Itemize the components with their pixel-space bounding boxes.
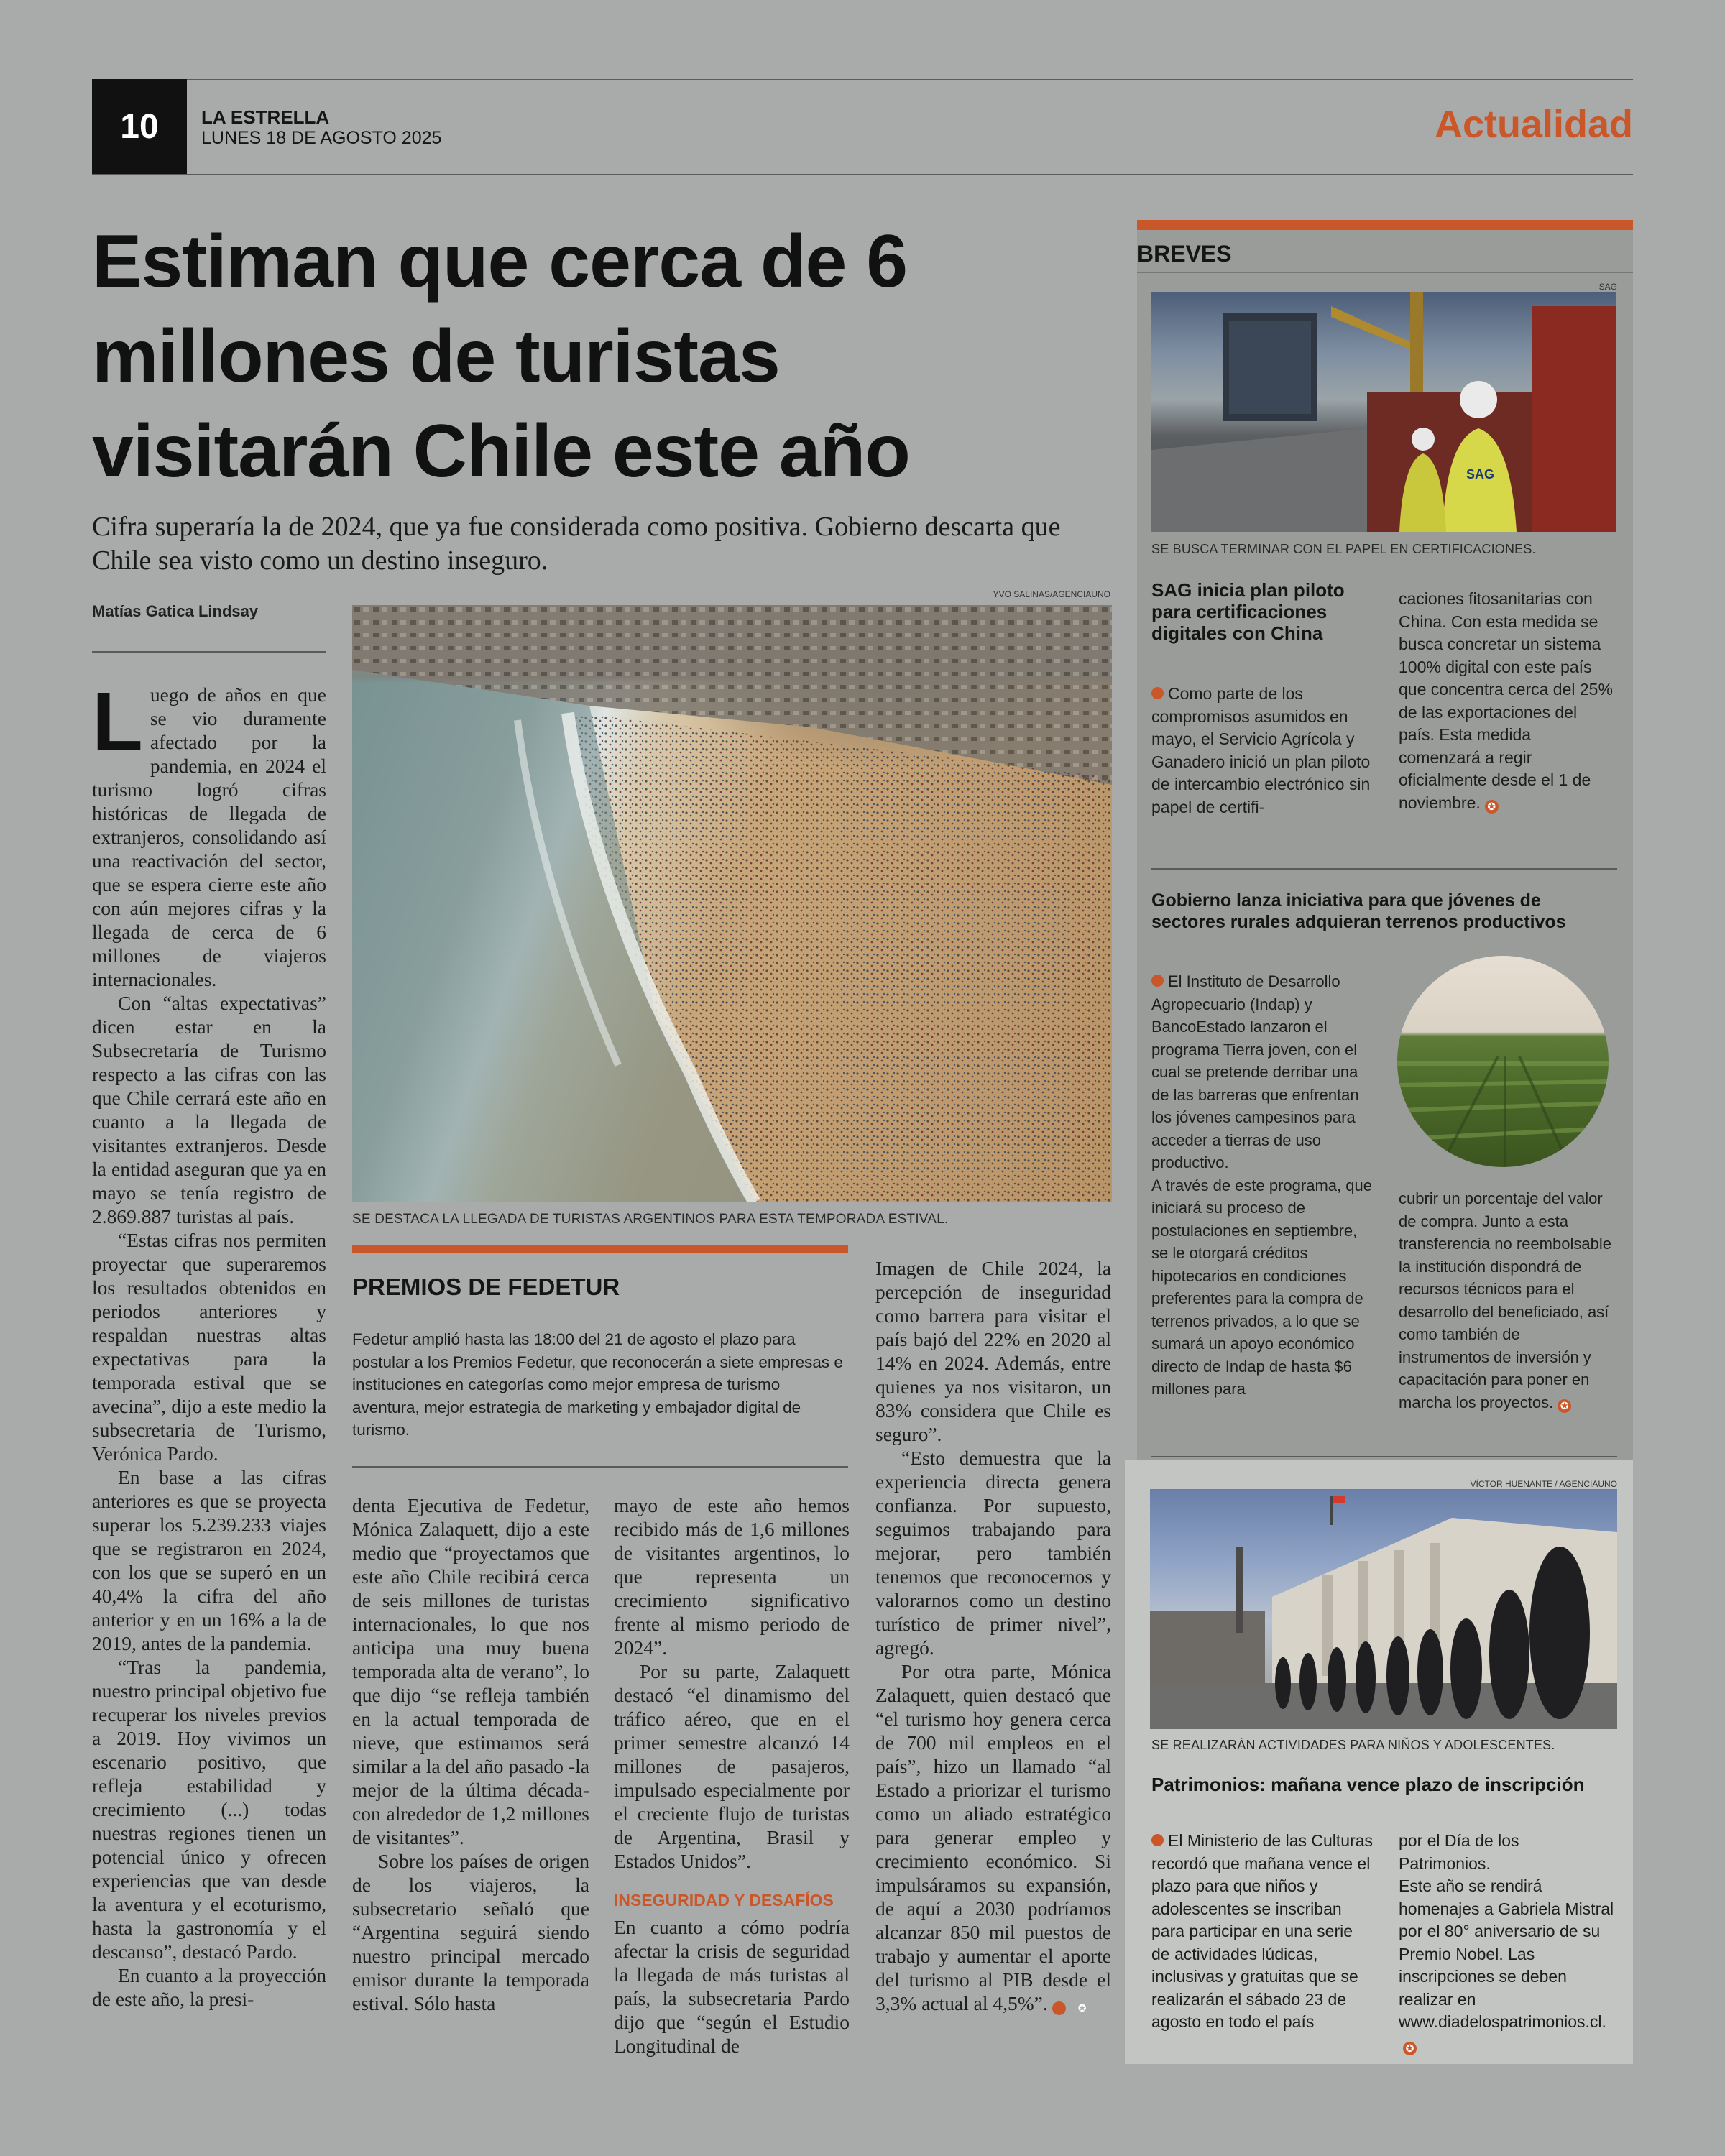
article-column-3	[614, 1493, 850, 2058]
patrimonios-brief-left: El Ministerio de las Culturas recordó que mañana vence el plazo para que niños y adolescentes se inscriban para participar en una serie de actividades lúdicas, inclusivas y gratuitas que se realizarán el sábado 23 de agosto en todo el país	[1151, 1831, 1374, 2031]
sag-port-photo	[1151, 292, 1616, 532]
article-paragraph: En cuanto a la proyección de este año, la presi-	[92, 1964, 326, 2010]
fedetur-box-text: Fedetur amplió hasta las 18:00 del 21 de agosto el plazo para postular a los Premios Fedetur, que reconocerán a siete empresas e instituciones en categorías como mejor empresa de turismo aventura, mejor estrategia de marketing y embajador digital de turismo.	[352, 1330, 843, 1439]
breves-divider-1	[1151, 868, 1617, 870]
end-mark-icon: ✪	[1403, 2042, 1417, 2055]
photo-credit: YVO SALINAS/AGENCIAUNO	[993, 589, 1110, 599]
article-paragraph: Sobre los países de origen de los viajeros, la subsecretario señaló que “Argentina seguirá siendo nuestro principal mercado emisor durante la temporada estival. Sólo hasta	[352, 1850, 589, 2014]
header-top-rule	[187, 79, 1633, 80]
crop-field-photo	[1397, 956, 1609, 1167]
byline: Matías Gatica Lindsay	[92, 602, 259, 620]
breves-divider-2	[1151, 1456, 1617, 1457]
rural-brief-left: El Instituto de Desarrollo Agropecuario (Indap) y BancoEstado lanzaron el programa Tierra joven, con el cual se pretende derribar una de las barreras que enfrentan los jóvenes campesinos para acceder a tierras de uso productivo. A través de este programa, que iniciará su proceso de postulaciones en septiembre, se le otorgará créditos hipotecarios en condiciones preferentes para la compra de terrenos privados, a lo que se sumará un apoyo económico directo de Indap de hasta $6 millones para	[1151, 972, 1372, 1398]
article-paragraph: En cuanto a cómo podría afectar la crisis de seguridad la llegada de más turistas al país, la subsecretaria Pardo dijo que “según el Estudio Longitudinal de	[614, 1916, 850, 2057]
article-paragraph: Con “altas expectativas” dicen estar en la Subsecretaría de Turismo respecto a las cifras con las que Chile cerrará este año en cuanto a la llegada de visitantes extranjeros. Desde la entidad aseguran que ya en mayo se tenía registro de 2.869.887 turistas al país.	[92, 992, 326, 1227]
byline-rule	[92, 651, 326, 653]
article-paragraph: Imagen de Chile 2024, la percepción de inseguridad como barrera para visitar el país bajó del 22% en 2020 al 14% en 2024. Además, entre quienes ya nos visitaron, un 83% considera que Chile es seguro”.	[875, 1257, 1111, 1445]
article-paragraph: En base a las cifras anteriores es que se proyecta superar los 5.239.233 viajes que se registraron en 2024, con los que se superó en un 40,4% la cifra del año anterior y en un 16% a la de 2019, antes de la pandemia.	[92, 1466, 326, 1654]
bullet-icon	[1151, 975, 1164, 987]
header-bottom-rule	[92, 174, 1633, 175]
deck: Cifra superaría la de 2024, que ya fue considerada como positiva. Gobierno descarta que Chile sea visto como un destino inseguro.	[92, 512, 1061, 576]
sag-vest-label: SAG	[1466, 467, 1495, 482]
fedetur-box-title: PREMIOS DE FEDETUR	[352, 1273, 620, 1300]
beach-photo	[352, 605, 1112, 1202]
photo-caption: SE DESTACA LA LLEGADA DE TURISTAS ARGENTINOS PARA ESTA TEMPORADA ESTIVAL.	[352, 1212, 949, 1227]
fedetur-box-rule	[352, 1466, 848, 1468]
breves-top-bar	[1137, 220, 1633, 230]
end-mark-icon: ✪	[1558, 1399, 1571, 1413]
article-paragraph: “Estas cifras nos permiten proyectar que superaremos los resultados obtenidos en periodos anteriores y respaldan nuestras altas expectativas para la temporada estival que se avecina”, dijo a este medio la subsecretaria de Turismo, Verónica Pardo.	[92, 1229, 326, 1465]
article-paragraph: Por su parte, Zalaquett destacó “el dinamismo del tráfico aéreo, que en el primer semestre alcanzó 14 millones de pasajeros, impulsado especialmente por el creciente flujo de turistas de Argentina, Brasil y Estados Unidos”.	[614, 1660, 850, 1872]
article-paragraph: denta Ejecutiva de Fedetur, Mónica Zalaquett, dijo a este medio que “proyectamos que este año Chile recibirá cerca de seis millones de turistas internacionales, lo que nos anticipa una muy buena temporada alta de verano”, lo que dijo “se refleja también en la actual temporada de nieve, que estimamos será similar a la del año pasado -la mejor de la última década- con alrededor de 1,2 millones de visitantes”.	[352, 1494, 589, 1848]
rural-brief-right: cubrir un porcentaje del valor de compra. Junto a esta transferencia no reembolsable la institución dispondrá de recursos técnicos para el desarrollo del beneficiado, así como también de instrumentos de inversión y capacitación para poner en marcha los proyectos. ✪	[1399, 1189, 1611, 1411]
sag-brief-right: caciones fitosanitarias con China. Con esta medida se busca concretar un sistema 100% digital con este país que concentra cerca del 25% de las exportaciones del país. Esta medida comenzará a regir oficialmente desde el 1 de noviembre. ✪	[1399, 589, 1613, 812]
queue-photo	[1150, 1489, 1617, 1729]
page-number: 10	[92, 79, 187, 175]
issue-date: LUNES 18 DE AGOSTO 2025	[201, 128, 442, 148]
patrimonios-brief-title: Patrimonios: mañana vence plazo de inscripción	[1151, 1774, 1585, 1795]
patrimonios-brief-right: por el Día de los Patrimonios. Este año se rendirá homenajes a Gabriela Mistral por el 80° aniversario de su Premio Nobel. Las inscripciones se deben realizar en www.diadelospatrimonios.cl.✪	[1399, 1831, 1614, 2054]
article-paragraph: Por otra parte, Mónica Zalaquett, quien destacó que “el turismo hoy genera cerca de 700 mil empleos en el país”, hizo un llamado “al Estado a priorizar el turismo como un aliado estratégico para generar empleo y crecimiento económico. Si impulsáramos su expansión, de aquí a 2030 podríamos alcanzar 850 mil puestos de trabajo y aumentar el aporte del turismo al PIB desde el 3,3% actual al 4,5%”. ✪	[875, 1660, 1111, 2014]
breves-label: BREVES	[1137, 241, 1232, 267]
page-header	[92, 79, 1633, 175]
article-paragraph: mayo de este año hemos recibido más de 1,6 millones de visitantes argentinos, lo que representa un crecimiento significativo frente al mismo periodo de 2024”.	[614, 1494, 850, 1659]
paper-name: LA ESTRELLA	[201, 106, 330, 128]
section-name: Actualidad	[1434, 103, 1633, 146]
article-column-4	[875, 1256, 1111, 2015]
article-column-2	[352, 1493, 589, 2015]
rural-brief-title: Gobierno lanza iniciativa para que jóvenes de sectores rurales adquieran terrenos productivos	[1151, 890, 1566, 932]
sag-brief-left: Como parte de los compromisos asumidos en mayo, el Servicio Agrícola y Ganadero inició un plan piloto de intercambio electrónico sin papel de certifi-	[1151, 684, 1371, 816]
end-mark-icon: ✪	[1485, 800, 1499, 814]
fedetur-box-bar	[352, 1245, 848, 1253]
article-column-1	[92, 675, 326, 2011]
bullet-icon	[1151, 1834, 1164, 1846]
patrimonios-photo-credit: VÍCTOR HUENANTE / AGENCIAUNO	[1470, 1479, 1617, 1489]
sag-photo-credit: SAG	[1598, 282, 1617, 292]
sag-brief-title: SAG inicia plan piloto para certificaciones digitales con China	[1151, 579, 1345, 644]
patrimonios-photo-caption: SE REALIZARÁN ACTIVIDADES PARA NIÑOS Y ADOLESCENTES.	[1151, 1738, 1555, 1752]
article-paragraph: “Esto demuestra que la experiencia directa genera confianza. Por supuesto, seguimos trabajando para mejorar, pero también tenemos que reconocernos y valorarnos como un destino turístico de primer nivel”, agregó.	[875, 1447, 1111, 1659]
headline: Estiman que cerca de 6 millones de turistas visitarán Chile este año	[92, 220, 910, 493]
breves-label-rule	[1137, 272, 1633, 273]
end-mark-icon: ✪	[1052, 2001, 1066, 2015]
sag-photo-caption: SE BUSCA TERMINAR CON EL PAPEL EN CERTIFICACIONES.	[1151, 542, 1536, 556]
bullet-icon	[1151, 687, 1164, 699]
drop-cap: L	[92, 675, 143, 768]
article-paragraph: Luego de años en que se vio duramente afectado por la pandemia, en 2024 el turismo logró cifras históricas de llegada de extranjeros, consolidando así una reactivación del sector, que se espera cierre este año con aún mejores cifras y la llegada de cerca de 6 millones de viajeros internacionales.	[92, 675, 326, 990]
article-paragraph: “Tras la pandemia, nuestro principal objetivo fue recuperar los niveles previos a 2019. Hoy vivimos un escenario positivo, que refleja estabilidad y crecimiento (...) todas nuestras regiones tienen un potencial único y ofrecen experiencias que van desde la aventura y el ecoturismo, hasta la gastronomía y el descanso”, destacó Pardo.	[92, 1656, 326, 1963]
subhead: INSEGURIDAD Y DESAFÍOS	[614, 1891, 834, 1909]
